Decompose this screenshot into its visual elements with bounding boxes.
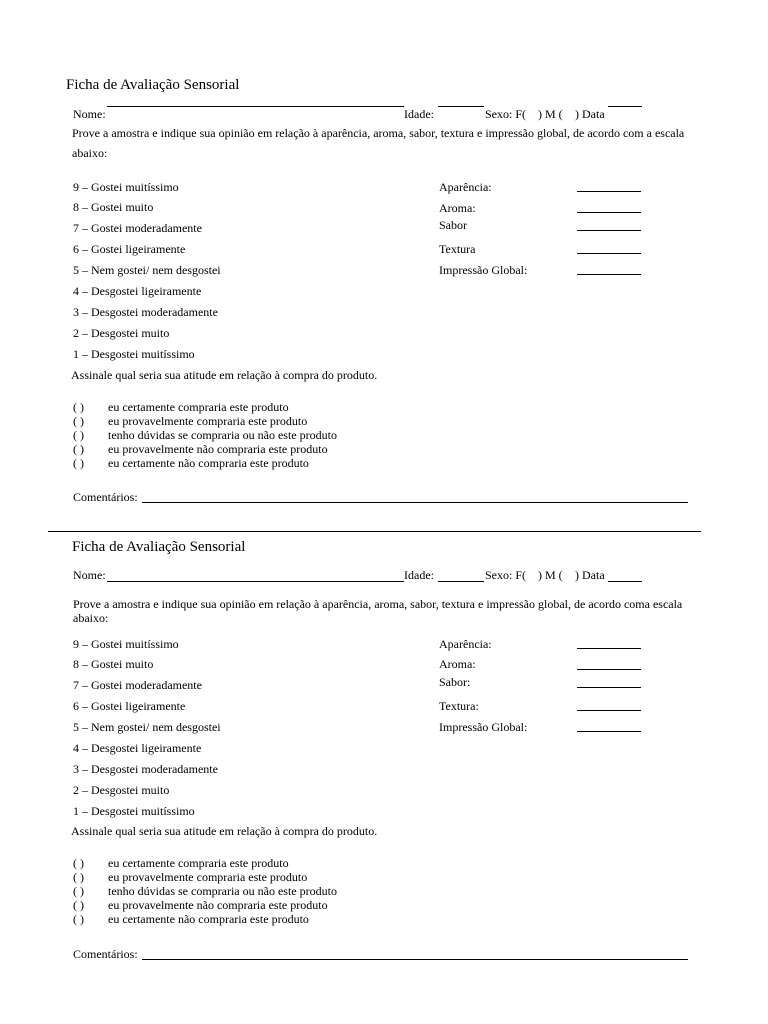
scale-item: 4 – Desgostei ligeiramente bbox=[73, 741, 202, 755]
attribute-field-textura[interactable] bbox=[577, 710, 641, 711]
comments-label: Comentários: bbox=[73, 947, 138, 961]
attribute-field-impressao-global[interactable] bbox=[577, 731, 641, 732]
attribute-label: Impressão Global: bbox=[439, 263, 528, 277]
option-checkbox[interactable]: ( ) bbox=[73, 400, 84, 414]
option-label: tenho dúvidas se compraria ou não este produto bbox=[108, 884, 337, 898]
idade-field[interactable] bbox=[438, 106, 484, 107]
data-field[interactable] bbox=[608, 581, 642, 582]
option-checkbox[interactable]: ( ) bbox=[73, 414, 84, 428]
option-label: eu certamente compraria este produto bbox=[108, 856, 289, 870]
nome-field[interactable] bbox=[107, 106, 404, 107]
nome-field[interactable] bbox=[107, 581, 404, 582]
scale-item: 2 – Desgostei muito bbox=[73, 783, 170, 797]
attribute-label: Aroma: bbox=[439, 201, 476, 215]
data-field[interactable] bbox=[608, 106, 642, 107]
option-checkbox[interactable]: ( ) bbox=[73, 456, 84, 470]
attribute-field-textura[interactable] bbox=[577, 253, 641, 254]
scale-item: 8 – Gostei muito bbox=[73, 657, 154, 671]
option-label: tenho dúvidas se compraria ou não este produto bbox=[108, 428, 337, 442]
sexo-label: Sexo: F( bbox=[485, 107, 527, 121]
sexo-label: Sexo: F( bbox=[485, 568, 527, 582]
option-checkbox[interactable]: ( ) bbox=[73, 870, 84, 884]
option-checkbox[interactable]: ( ) bbox=[73, 428, 84, 442]
idade-field[interactable] bbox=[438, 581, 484, 582]
option-checkbox[interactable]: ( ) bbox=[73, 442, 84, 456]
option-label: eu provavelmente compraria este produto bbox=[108, 870, 308, 884]
attribute-field-aparencia[interactable] bbox=[577, 648, 641, 649]
scale-item: 9 – Gostei muitíssimo bbox=[73, 180, 179, 194]
attribute-field-sabor[interactable] bbox=[577, 687, 641, 688]
comments-field[interactable] bbox=[142, 502, 688, 503]
form-title: Ficha de Avaliação Sensorial bbox=[72, 539, 246, 555]
purchase-question: Assinale qual seria sua atitude em relação à compra do produto. bbox=[71, 824, 378, 838]
attribute-label: Sabor: bbox=[439, 675, 471, 689]
attribute-label: Impressão Global: bbox=[439, 720, 528, 734]
scale-item: 6 – Gostei ligeiramente bbox=[73, 242, 186, 256]
attribute-field-aroma[interactable] bbox=[577, 669, 641, 670]
scale-item: 3 – Desgostei moderadamente bbox=[73, 305, 218, 319]
sexo-m-label: ) M ( bbox=[538, 107, 563, 121]
option-label: eu provavelmente compraria este produto bbox=[108, 414, 308, 428]
option-label: eu certamente não compraria este produto bbox=[108, 912, 309, 926]
option-checkbox[interactable]: ( ) bbox=[73, 856, 84, 870]
idade-label: Idade: bbox=[404, 107, 434, 121]
instructions: Prove a amostra e indique sua opinião em relação à aparência, aroma, sabor, textura e impressão global, de acordo coma escala abaixo: bbox=[73, 597, 683, 625]
nome-label: Nome: bbox=[73, 568, 106, 582]
data-label: ) Data bbox=[575, 568, 605, 582]
attribute-field-aparencia[interactable] bbox=[577, 191, 641, 192]
option-checkbox[interactable]: ( ) bbox=[73, 898, 84, 912]
option-label: eu provavelmente não compraria este produto bbox=[108, 442, 328, 456]
scale-item: 2 – Desgostei muito bbox=[73, 326, 170, 340]
divider bbox=[48, 531, 701, 532]
scale-item: 5 – Nem gostei/ nem desgostei bbox=[73, 720, 221, 734]
scale-item: 9 – Gostei muitíssimo bbox=[73, 637, 179, 651]
attribute-label: Textura: bbox=[439, 699, 479, 713]
option-checkbox[interactable]: ( ) bbox=[73, 884, 84, 898]
form-title: Ficha de Avaliação Sensorial bbox=[66, 77, 240, 93]
comments-label: Comentários: bbox=[73, 490, 138, 504]
instructions: Prove a amostra e indique sua opinião em relação à aparência, aroma, sabor, textura e impressão global, de acordo com a escala abaixo: bbox=[72, 126, 685, 160]
comments-field[interactable] bbox=[142, 959, 688, 960]
attribute-field-impressao-global[interactable] bbox=[577, 274, 641, 275]
scale-item: 6 – Gostei ligeiramente bbox=[73, 699, 186, 713]
attribute-field-sabor[interactable] bbox=[577, 230, 641, 231]
scale-item: 5 – Nem gostei/ nem desgostei bbox=[73, 263, 221, 277]
scale-item: 7 – Gostei moderadamente bbox=[73, 221, 202, 235]
sexo-m-label: ) M ( bbox=[538, 568, 563, 582]
idade-label: Idade: bbox=[404, 568, 434, 582]
attribute-label: Aparência: bbox=[439, 637, 492, 651]
attribute-field-aroma[interactable] bbox=[577, 212, 641, 213]
purchase-question: Assinale qual seria sua atitude em relação à compra do produto. bbox=[71, 368, 378, 382]
scale-item: 4 – Desgostei ligeiramente bbox=[73, 284, 202, 298]
option-label: eu certamente não compraria este produto bbox=[108, 456, 309, 470]
scale-item: 7 – Gostei moderadamente bbox=[73, 678, 202, 692]
option-label: eu provavelmente não compraria este produto bbox=[108, 898, 328, 912]
data-label: ) Data bbox=[575, 107, 605, 121]
attribute-label: Aroma: bbox=[439, 657, 476, 671]
scale-item: 8 – Gostei muito bbox=[73, 200, 154, 214]
option-checkbox[interactable]: ( ) bbox=[73, 912, 84, 926]
attribute-label: Aparência: bbox=[439, 180, 492, 194]
option-label: eu certamente compraria este produto bbox=[108, 400, 289, 414]
attribute-label: Sabor bbox=[439, 218, 467, 232]
scale-item: 1 – Desgostei muitíssimo bbox=[73, 804, 195, 818]
scale-item: 3 – Desgostei moderadamente bbox=[73, 762, 218, 776]
scale-item: 1 – Desgostei muitíssimo bbox=[73, 347, 195, 361]
nome-label: Nome: bbox=[73, 107, 106, 121]
attribute-label: Textura bbox=[439, 242, 476, 256]
